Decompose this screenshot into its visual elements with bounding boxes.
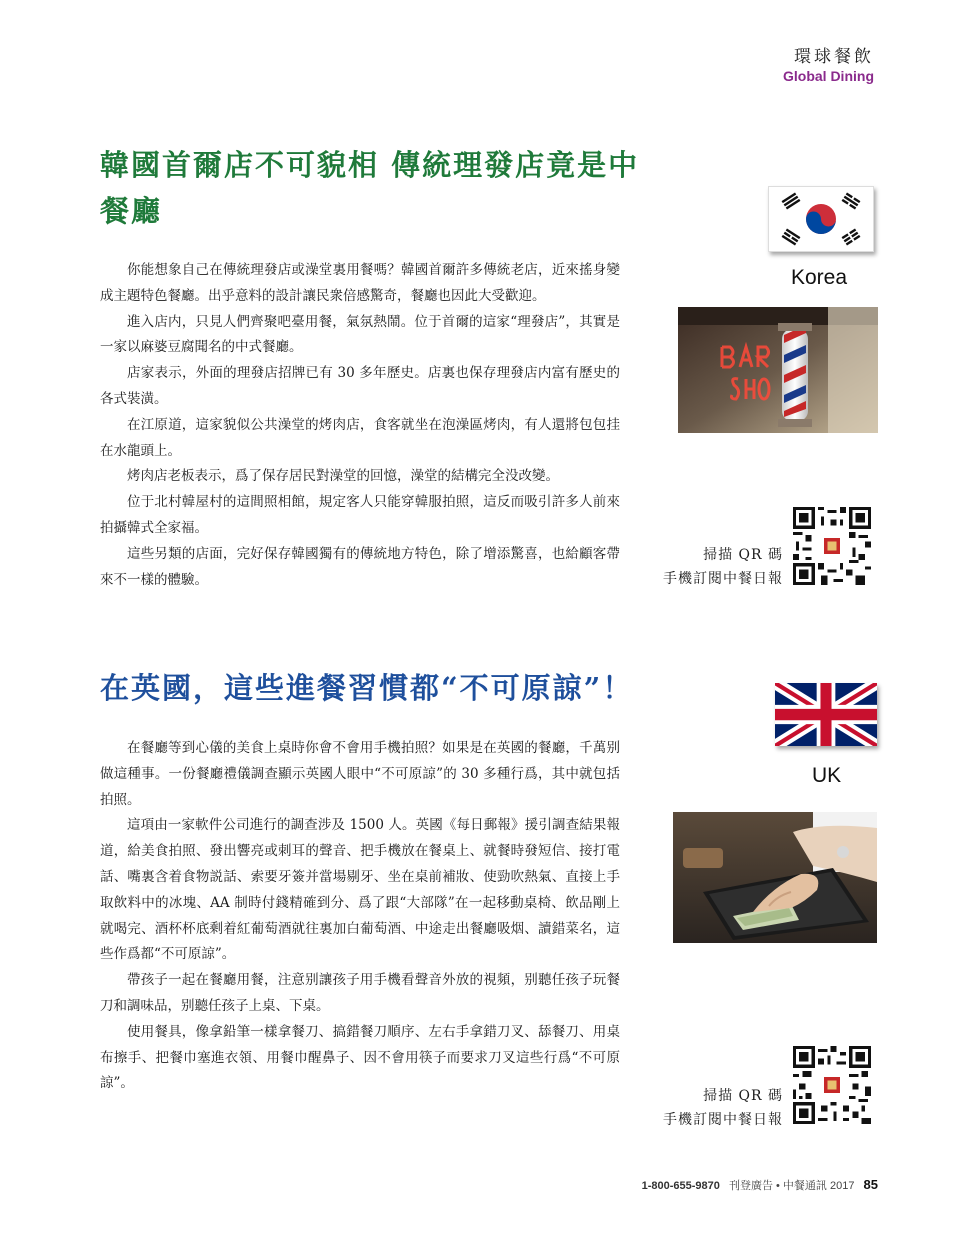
uk-country-label: UK xyxy=(812,764,842,787)
qr-code-image[interactable] xyxy=(793,1046,871,1124)
korea-headline: 韓國首爾店不可貌相 傳統理發店竟是中餐廳 xyxy=(100,148,640,228)
uk-paragraph: 在餐廳等到心儀的美食上桌時你會不會用手機拍照？如果是在英國的餐廳，千萬别做這種事。一份餐廳禮儀調查顯示英國人眼中“不可原諒”的 30 多種行爲，其中就包括拍照。 xyxy=(100,740,620,808)
uk-paragraph: 使用餐具，像拿鉛筆一樣拿餐刀、搞錯餐刀順序、左右手拿錯刀叉、舔餐刀、用桌布擦手、把餐巾塞進衣領、用餐巾醒鼻子、因不會用筷子而要求刀叉這些行爲“不可原諒”。 xyxy=(100,1023,620,1092)
qr-caption-line1: 掃描 QR 碼 xyxy=(703,1088,783,1104)
barber-shop-photo xyxy=(678,307,878,433)
qr-caption-line2: 手機訂閱中餐日報 xyxy=(663,1112,783,1128)
uk-paragraph: 帶孩子一起在餐廳用餐，注意别讓孩子用手機看聲音外放的視頻，别聽任孩子玩餐刀和調味品，别聽任孩子上桌、下桌。 xyxy=(100,972,620,1014)
korea-article-body xyxy=(100,258,620,593)
korea-paragraph: 在江原道，這家貌似公共澡堂的烤肉店，食客就坐在泡澡區烤肉，有人還將包包挂在水龍頭上。 xyxy=(100,416,620,459)
korea-flag-image xyxy=(768,186,874,252)
page-number: 85 xyxy=(863,1177,878,1192)
uk-paragraph: 這項由一家軟件公司進行的調查涉及 1500 人。英國《每日郵報》援引調查結果報道，給美食拍照、發出響亮或刺耳的聲音、把手機放在餐桌上、就餐時發短信、接打電話、嘴裏含着食物説話、索要牙簽并當場剔牙、坐在桌前補妝、使勁吹熱氣、直接上手取飲料中的冰塊、AA 制時付錢精確到分、爲了跟“大部隊”在一起移動桌椅、飲品剛上就喝完、酒杯杯底剩着紅葡萄酒就往裏加白葡萄酒、中途走出餐廳吸烟、讀錯菜名，這些作爲都“不可原諒”。 xyxy=(100,817,620,963)
korea-paragraph: 烤肉店老板表示，爲了保存居民對澡堂的回憶，澡堂的結構完全没改變。 xyxy=(127,468,559,485)
section-title-english: Global Dining xyxy=(783,68,874,84)
korea-paragraph: 店家表示，外面的理發店招牌已有 30 多年歷史。店裏也保存理發店内富有歷史的各式裝潢。 xyxy=(100,365,620,407)
uk-headline: 在英國，這些進餐習慣都“不可原諒”！ xyxy=(100,671,634,705)
korea-country-label: Korea xyxy=(791,266,848,289)
footer-ad-text: 刊登廣告 • 中餐通訊 2017 xyxy=(728,1180,855,1192)
korea-paragraph: 你能想象自己在傳統理發店或澡堂裏用餐嗎？韓國首爾許多傳統老店，近來搖身變成主題特色餐廳。出乎意料的設計讓民衆倍感驚奇，餐廳也因此大受歡迎。 xyxy=(100,262,620,304)
section-title-chinese: 環球餐飲 xyxy=(794,47,874,67)
qr-code-image[interactable] xyxy=(793,507,871,585)
qr-caption-line1: 掃描 QR 碼 xyxy=(703,547,783,563)
korea-paragraph: 位于北村韓屋村的這間照相館，規定客人只能穿韓服拍照，這反而吸引許多人前來拍攝韓式全家福。 xyxy=(100,494,620,536)
page-footer xyxy=(642,1177,878,1193)
uk-article-body xyxy=(100,736,620,1097)
footer-phone: 1-800-655-9870 xyxy=(641,1180,720,1192)
qr-caption-line2: 手機訂閱中餐日報 xyxy=(663,571,783,587)
dining-tip-photo xyxy=(673,812,877,943)
korea-paragraph: 進入店内，只見人們齊聚吧臺用餐，氣氛熱鬧。位于首爾的這家“理發店”，其實是一家以麻婆豆腐聞名的中式餐廳。 xyxy=(100,313,620,356)
korea-paragraph: 這些另類的店面，完好保存韓國獨有的傳統地方特色，除了增添驚喜，也給顧客帶來不一樣的體驗。 xyxy=(100,545,620,588)
uk-flag-image xyxy=(775,683,877,746)
